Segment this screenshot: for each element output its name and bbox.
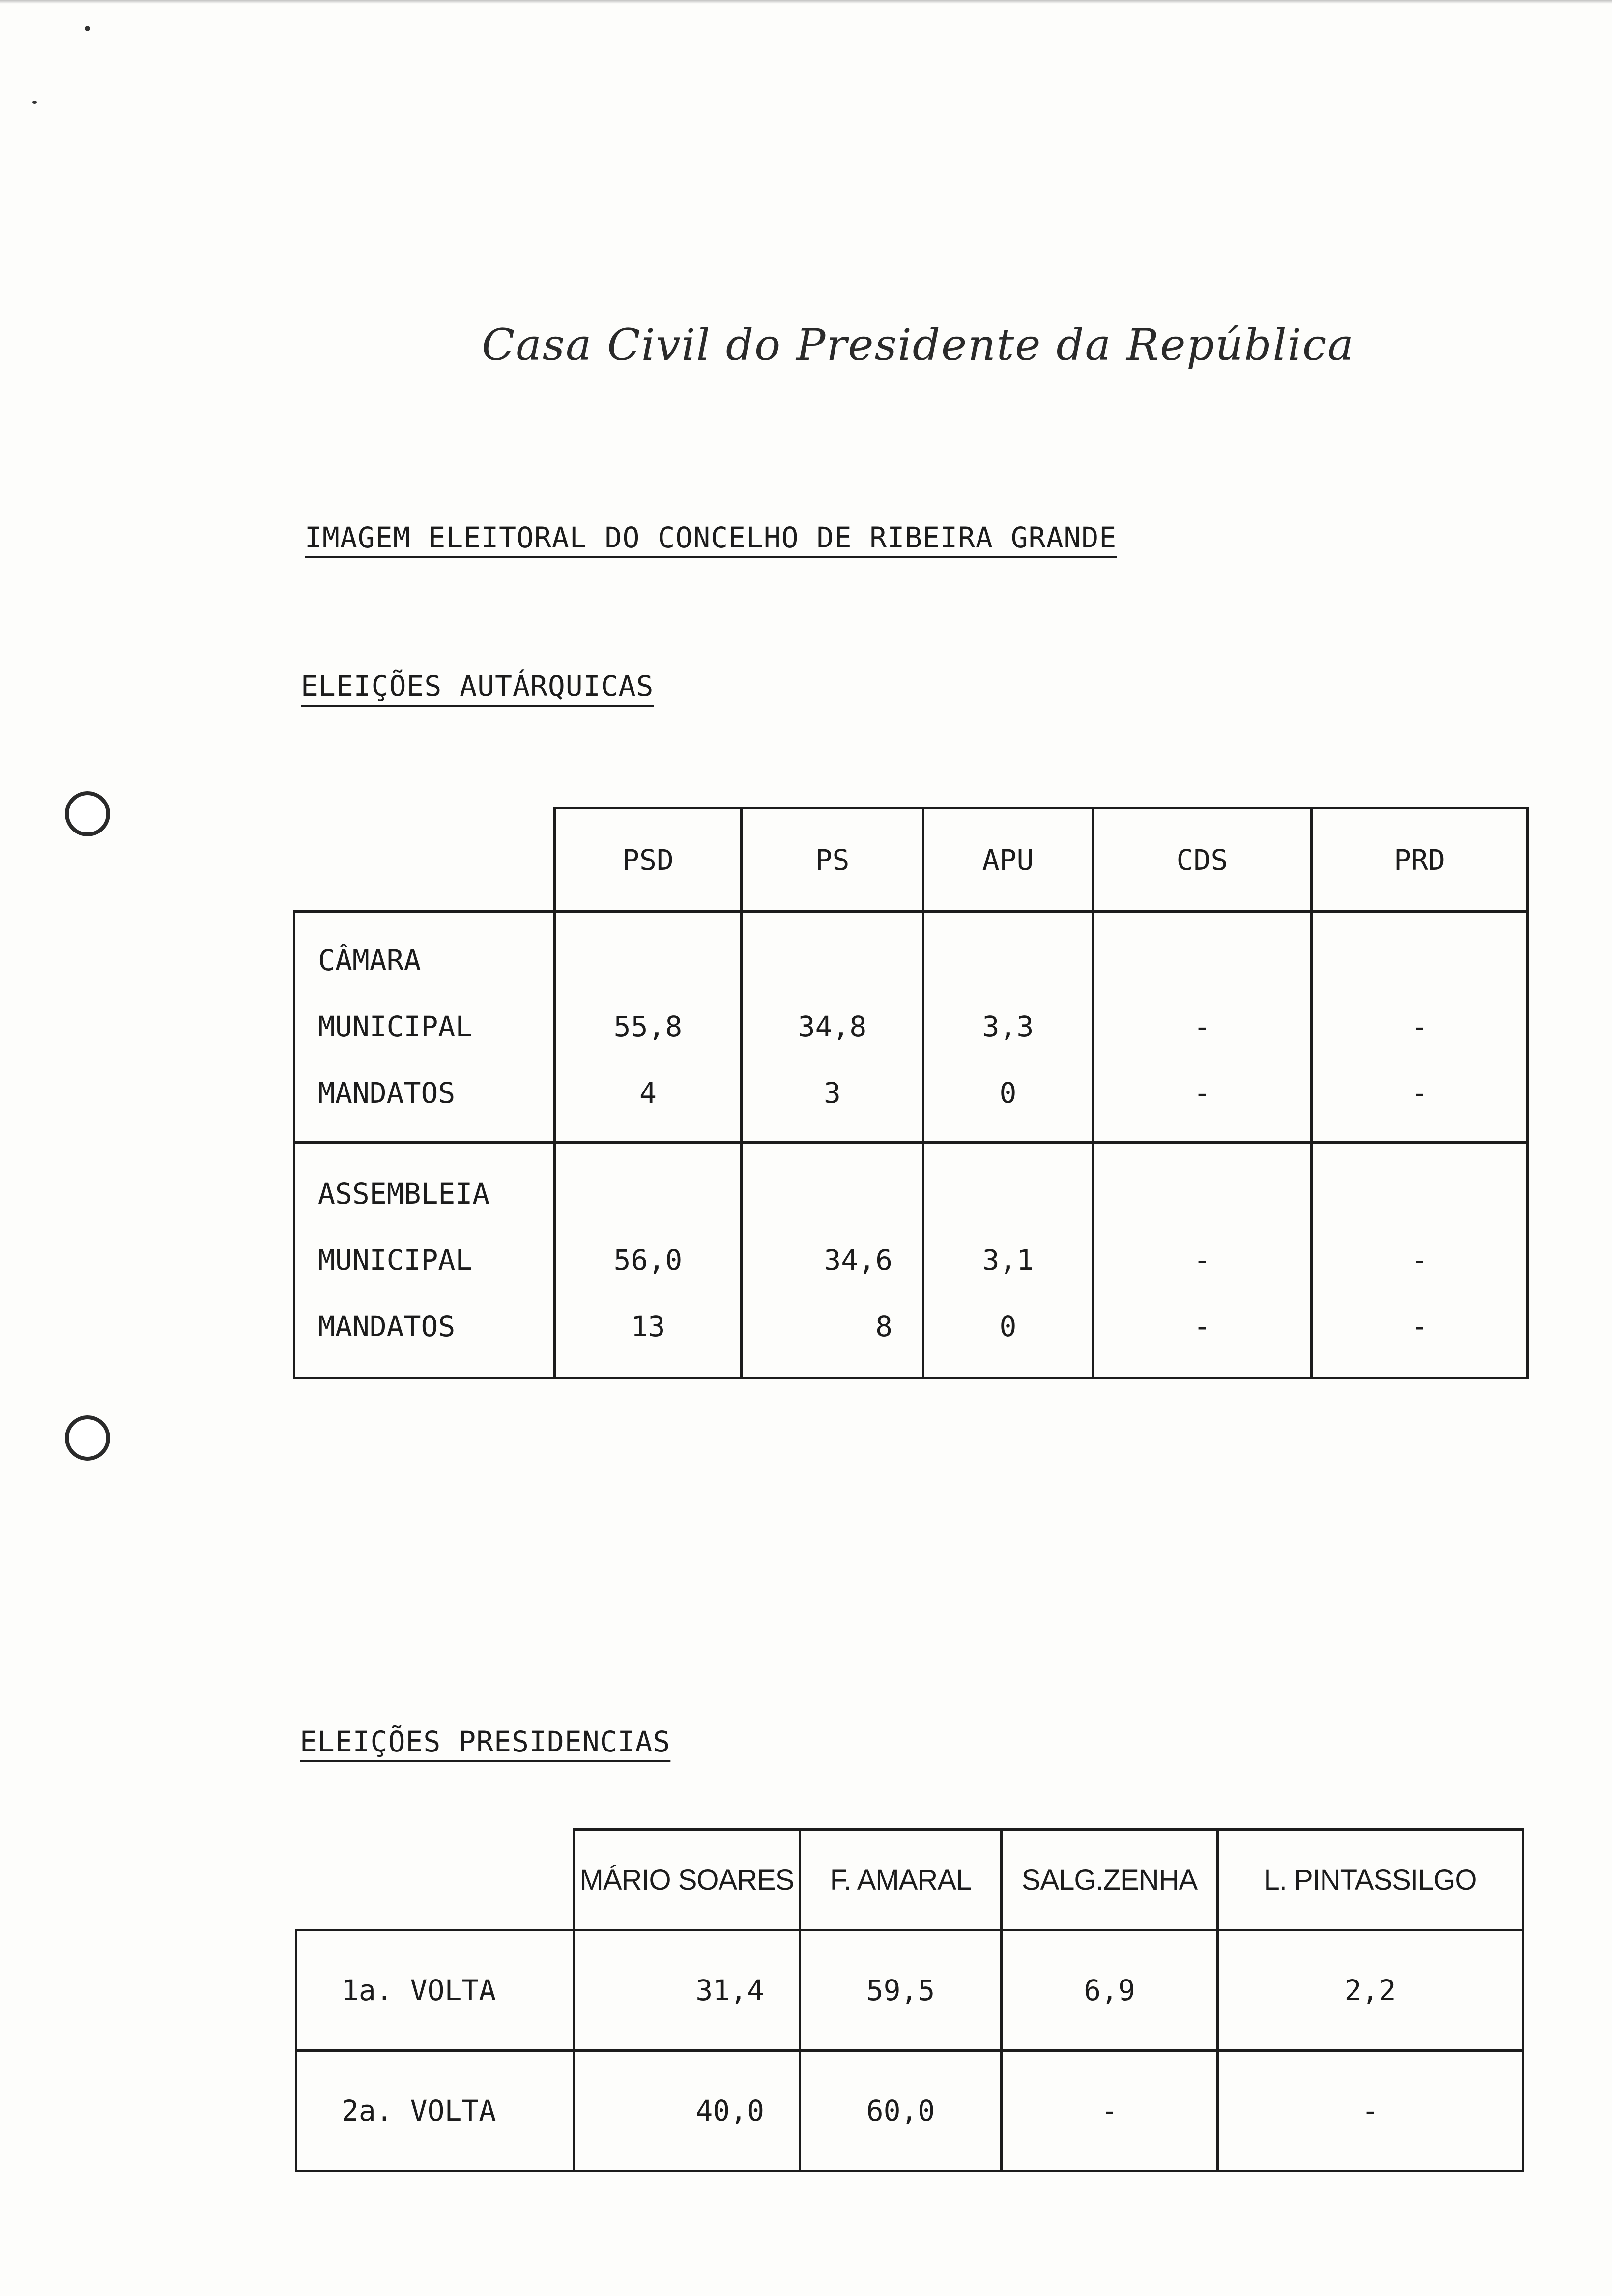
camara-apu-votes: 3,3 xyxy=(982,1010,1034,1043)
col-header-l-pintassilgo: L. PINTASSILGO xyxy=(1218,1830,1523,1930)
col-header-psd: PSD xyxy=(555,808,742,912)
primeira-volta-salg-zenha: 6,9 xyxy=(1002,1930,1218,2051)
assembleia-ps xyxy=(742,1143,923,1378)
page-top-edge xyxy=(0,0,1612,4)
camara-cds-mandates: - xyxy=(1193,1076,1211,1110)
assembleia-label-line-2: MUNICIPAL xyxy=(318,1243,473,1277)
assembleia-cds-votes: - xyxy=(1193,1243,1211,1277)
assembleia-apu-mandates: 0 xyxy=(999,1310,1017,1343)
camara-label-line-1: CÂMARA xyxy=(318,944,421,977)
col-header-f-amaral: F. AMARAL xyxy=(800,1830,1002,1930)
segunda-volta-f-amaral: 60,0 xyxy=(800,2051,1002,2171)
col-header-apu: APU xyxy=(923,808,1093,912)
assembleia-mandatos-label: MANDATOS xyxy=(318,1310,456,1343)
camara-psd-mandates: 4 xyxy=(639,1076,657,1110)
paper-speck xyxy=(32,101,37,104)
camara-ps xyxy=(742,912,923,1143)
col-header-salg-zenha: SALG.ZENHA xyxy=(1002,1830,1218,1930)
camara-prd xyxy=(1312,912,1528,1143)
segunda-volta-label: 2a. VOLTA xyxy=(296,2051,574,2171)
assembleia-apu-votes: 3,1 xyxy=(982,1243,1034,1277)
col-header-prd: PRD xyxy=(1312,808,1528,912)
assembleia-cds-mandates: - xyxy=(1193,1310,1211,1343)
corner-cell xyxy=(294,808,555,912)
camara-psd xyxy=(555,912,742,1143)
presidenciais-heading: ELEIÇÕES PRESIDENCIAS xyxy=(300,1725,671,1758)
col-header-cds: CDS xyxy=(1093,808,1312,912)
assembleia-ps-votes: 34,6 xyxy=(824,1243,892,1277)
camara-municipal-row xyxy=(294,912,1528,1143)
presidenciais-header-row xyxy=(296,1830,1523,1930)
primeira-volta-row xyxy=(296,1930,1523,2051)
camara-prd-mandates: - xyxy=(1411,1076,1428,1110)
autarquicas-heading: ELEIÇÕES AUTÁRQUICAS xyxy=(301,669,654,703)
segunda-volta-l-pintassilgo: - xyxy=(1218,2051,1523,2171)
camara-psd-votes: 55,8 xyxy=(613,1010,683,1043)
assembleia-psd-votes: 56,0 xyxy=(613,1243,683,1277)
letterhead: Casa Civil do Presidente da República xyxy=(482,319,1354,370)
camara-ps-votes: 34,8 xyxy=(798,1010,867,1043)
primeira-volta-mario-soares: 31,4 xyxy=(574,1930,800,2051)
camara-ps-mandates: 3 xyxy=(824,1076,841,1110)
assembleia-ps-mandates: 8 xyxy=(875,1310,892,1343)
primeira-volta-l-pintassilgo: 2,2 xyxy=(1218,1930,1523,2051)
corner-cell xyxy=(296,1830,574,1930)
assembleia-apu xyxy=(923,1143,1093,1378)
camara-cds xyxy=(1093,912,1312,1143)
autarquicas-table xyxy=(293,807,1529,1379)
assembleia-prd-mandates: - xyxy=(1411,1310,1428,1343)
assembleia-psd xyxy=(555,1143,742,1378)
segunda-volta-row xyxy=(296,2051,1523,2171)
col-header-mario-soares: MÁRIO SOARES xyxy=(574,1830,800,1930)
paper-speck xyxy=(85,26,90,31)
punch-hole-bottom xyxy=(65,1415,110,1461)
col-header-ps: PS xyxy=(742,808,923,912)
assembleia-prd xyxy=(1312,1143,1528,1378)
primeira-volta-label: 1a. VOLTA xyxy=(296,1930,574,2051)
camara-label xyxy=(294,912,555,1143)
autarquicas-header-row xyxy=(294,808,1528,912)
camara-mandatos-label: MANDATOS xyxy=(318,1076,456,1110)
segunda-volta-mario-soares: 40,0 xyxy=(574,2051,800,2171)
assembleia-label-line-1: ASSEMBLEIA xyxy=(318,1177,490,1210)
assembleia-psd-mandates: 13 xyxy=(631,1310,665,1343)
assembleia-cds xyxy=(1093,1143,1312,1378)
primeira-volta-f-amaral: 59,5 xyxy=(800,1930,1002,2051)
camara-apu-mandates: 0 xyxy=(999,1076,1017,1110)
camara-prd-votes: - xyxy=(1411,1010,1428,1043)
punch-hole-top xyxy=(65,791,110,836)
camara-label-line-2: MUNICIPAL xyxy=(318,1010,473,1043)
assembleia-label xyxy=(294,1143,555,1378)
presidenciais-table xyxy=(295,1828,1524,2172)
assembleia-prd-votes: - xyxy=(1411,1243,1428,1277)
document-title: IMAGEM ELEITORAL DO CONCELHO DE RIBEIRA GRANDE xyxy=(305,521,1117,554)
camara-cds-votes: - xyxy=(1193,1010,1211,1043)
camara-apu xyxy=(923,912,1093,1143)
segunda-volta-salg-zenha: - xyxy=(1002,2051,1218,2171)
assembleia-municipal-row xyxy=(294,1143,1528,1378)
